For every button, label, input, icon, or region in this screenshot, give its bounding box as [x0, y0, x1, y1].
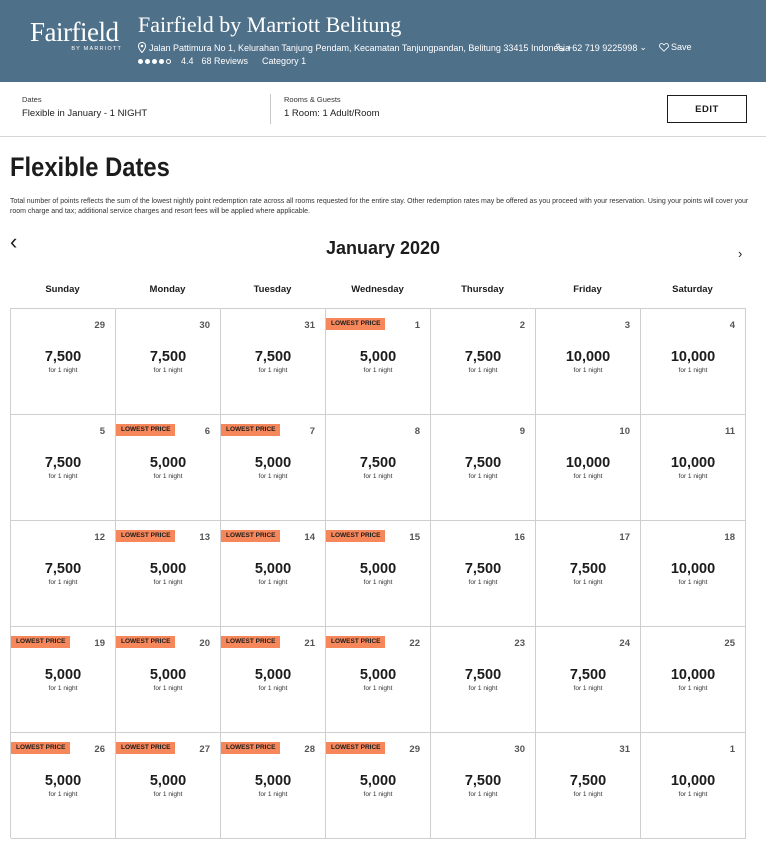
calendar-day-cell[interactable]	[326, 627, 431, 733]
night-label: for 1 night	[468, 685, 498, 692]
points-price: 10,000	[670, 773, 716, 789]
heart-icon	[659, 43, 669, 52]
calendar-day-cell[interactable]	[116, 521, 221, 627]
lowest-price-badge: LOWEST PRICE	[116, 424, 175, 436]
night-label: for 1 night	[363, 579, 393, 586]
points-price: 7,500	[464, 455, 502, 471]
prev-month-chevron-left-icon[interactable]: ‹	[10, 229, 18, 254]
night-label: for 1 night	[363, 685, 393, 692]
night-label: for 1 night	[363, 367, 393, 374]
day-number: 3	[624, 320, 630, 331]
day-number: 24	[619, 638, 630, 649]
points-price: 5,000	[149, 561, 187, 577]
night-label: for 1 night	[468, 579, 498, 586]
day-number: 1	[729, 744, 735, 755]
booking-summary-bar	[0, 82, 766, 137]
day-number: 31	[304, 320, 315, 331]
hotel-address	[138, 42, 570, 53]
points-price: 7,500	[464, 349, 502, 365]
day-number: 23	[514, 638, 525, 649]
logo-wordmark: Fairfield	[30, 17, 119, 47]
day-number: 27	[199, 744, 210, 755]
day-number: 15	[409, 532, 420, 543]
night-label: for 1 night	[48, 579, 78, 586]
night-label: for 1 night	[573, 367, 603, 374]
night-label: for 1 night	[678, 367, 708, 374]
lowest-price-badge: LOWEST PRICE	[326, 530, 385, 542]
calendar-day-cell[interactable]	[641, 627, 746, 733]
night-label: for 1 night	[468, 791, 498, 798]
edit-button[interactable]: EDIT	[667, 95, 747, 123]
dates-value: Flexible in January - 1 NIGHT	[22, 108, 148, 119]
rooms-guests-value: 1 Room: 1 Adult/Room	[284, 108, 380, 119]
location-pin-icon	[138, 42, 146, 53]
night-label: for 1 night	[48, 367, 78, 374]
night-label: for 1 night	[258, 367, 288, 374]
hotel-name[interactable]: Fairfield by Marriott Belitung	[138, 12, 402, 37]
calendar-day-cell[interactable]	[326, 733, 431, 839]
calendar-day-cell[interactable]	[641, 733, 746, 839]
day-number: 28	[304, 744, 315, 755]
phone-number: +62 719 9225998	[567, 42, 638, 53]
phone-dropdown[interactable]	[556, 42, 647, 53]
lowest-price-badge: LOWEST PRICE	[11, 636, 70, 648]
calendar-day-cell[interactable]	[641, 309, 746, 415]
save-button[interactable]	[659, 42, 692, 52]
day-number: 30	[199, 320, 210, 331]
day-number: 21	[304, 638, 315, 649]
night-label: for 1 night	[678, 579, 708, 586]
calendar-day-cell[interactable]	[221, 627, 326, 733]
weekday-label: Thursday	[461, 284, 504, 295]
points-price: 7,500	[149, 349, 187, 365]
night-label: for 1 night	[153, 791, 183, 798]
night-label: for 1 night	[678, 685, 708, 692]
day-number: 9	[519, 426, 525, 437]
night-label: for 1 night	[258, 791, 288, 798]
night-label: for 1 night	[48, 473, 78, 480]
day-number: 20	[199, 638, 210, 649]
points-price: 10,000	[565, 349, 611, 365]
day-number: 10	[619, 426, 630, 437]
day-number: 1	[414, 320, 420, 331]
day-number: 6	[204, 426, 210, 437]
points-price: 5,000	[359, 561, 397, 577]
day-number: 12	[94, 532, 105, 543]
calendar-day-cell[interactable]	[326, 309, 431, 415]
fairfield-logo[interactable]	[30, 19, 122, 55]
weekday-label: Friday	[573, 284, 602, 295]
points-price: 7,500	[464, 773, 502, 789]
day-number: 25	[724, 638, 735, 649]
calendar-day-cell[interactable]	[641, 415, 746, 521]
points-price: 5,000	[254, 667, 292, 683]
save-label: Save	[671, 42, 692, 52]
points-price: 10,000	[670, 349, 716, 365]
chevron-down-icon: ⌄	[639, 42, 647, 52]
points-price: 7,500	[44, 561, 82, 577]
day-number: 29	[94, 320, 105, 331]
day-number: 4	[729, 320, 735, 331]
night-label: for 1 night	[573, 685, 603, 692]
night-label: for 1 night	[153, 367, 183, 374]
calendar-day-cell[interactable]	[431, 309, 536, 415]
dates-label: Dates	[22, 95, 42, 104]
calendar-day-cell[interactable]	[326, 521, 431, 627]
day-number: 13	[199, 532, 210, 543]
day-number: 14	[304, 532, 315, 543]
address-text: Jalan Pattimura No 1, Kelurahan Tanjung Pendam, Kecamatan Tanjungpandan, Belitung 33415 Indonesia	[149, 42, 570, 53]
points-price: 5,000	[44, 773, 82, 789]
calendar-day-cell[interactable]	[431, 415, 536, 521]
points-price: 7,500	[254, 349, 292, 365]
day-number: 22	[409, 638, 420, 649]
points-price: 7,500	[569, 561, 607, 577]
calendar-day-cell[interactable]	[11, 627, 116, 733]
calendar-day-cell[interactable]	[221, 521, 326, 627]
calendar-day-cell[interactable]	[221, 733, 326, 839]
points-price: 7,500	[464, 667, 502, 683]
night-label: for 1 night	[258, 579, 288, 586]
weekday-label: Monday	[149, 284, 186, 295]
points-price: 7,500	[569, 773, 607, 789]
calendar-day-cell[interactable]	[641, 521, 746, 627]
points-price: 5,000	[149, 667, 187, 683]
night-label: for 1 night	[153, 473, 183, 480]
day-number: 29	[409, 744, 420, 755]
hotel-header	[0, 0, 766, 82]
phone-icon	[556, 43, 564, 52]
calendar-day-cell[interactable]	[11, 733, 116, 839]
day-number: 30	[514, 744, 525, 755]
points-price: 7,500	[569, 667, 607, 683]
night-label: for 1 night	[258, 473, 288, 480]
lowest-price-badge: LOWEST PRICE	[116, 742, 175, 754]
points-price: 5,000	[149, 773, 187, 789]
night-label: for 1 night	[468, 473, 498, 480]
lowest-price-badge: LOWEST PRICE	[221, 636, 280, 648]
lowest-price-badge: LOWEST PRICE	[221, 742, 280, 754]
weekday-label: Saturday	[672, 284, 713, 295]
night-label: for 1 night	[153, 685, 183, 692]
calendar-day-cell[interactable]	[116, 415, 221, 521]
lowest-price-badge: LOWEST PRICE	[11, 742, 70, 754]
points-price: 7,500	[359, 455, 397, 471]
calendar-day-cell[interactable]	[536, 309, 641, 415]
points-price: 10,000	[670, 455, 716, 471]
points-price: 7,500	[44, 349, 82, 365]
day-number: 7	[309, 426, 315, 437]
lowest-price-badge: LOWEST PRICE	[326, 636, 385, 648]
night-label: for 1 night	[258, 685, 288, 692]
rating-row	[138, 56, 306, 66]
points-price: 5,000	[254, 455, 292, 471]
night-label: for 1 night	[363, 791, 393, 798]
points-price: 10,000	[565, 455, 611, 471]
calendar-day-cell[interactable]	[11, 521, 116, 627]
night-label: for 1 night	[468, 367, 498, 374]
lowest-price-badge: LOWEST PRICE	[326, 742, 385, 754]
night-label: for 1 night	[573, 473, 603, 480]
day-number: 26	[94, 744, 105, 755]
day-number: 31	[619, 744, 630, 755]
calendar-day-cell[interactable]	[536, 627, 641, 733]
weekday-label: Tuesday	[253, 284, 292, 295]
calendar-day-cell[interactable]	[536, 415, 641, 521]
points-price: 10,000	[670, 561, 716, 577]
calendar-day-cell[interactable]	[326, 415, 431, 521]
page-title: Flexible Dates	[10, 152, 170, 182]
points-price: 5,000	[149, 455, 187, 471]
points-price: 5,000	[359, 773, 397, 789]
points-price: 7,500	[464, 561, 502, 577]
day-number: 8	[414, 426, 420, 437]
night-label: for 1 night	[48, 791, 78, 798]
calendar-day-cell[interactable]	[116, 309, 221, 415]
logo-subtitle: BY MARRIOTT	[71, 46, 122, 52]
calendar-day-cell[interactable]	[116, 733, 221, 839]
lowest-price-badge: LOWEST PRICE	[221, 424, 280, 436]
night-label: for 1 night	[573, 579, 603, 586]
points-price: 10,000	[670, 667, 716, 683]
calendar-day-cell[interactable]	[536, 521, 641, 627]
points-price: 5,000	[254, 561, 292, 577]
calendar-day-cell[interactable]	[221, 309, 326, 415]
weekday-label: Sunday	[45, 284, 80, 295]
rating-dots-icon	[138, 59, 173, 64]
day-number: 17	[619, 532, 630, 543]
reviews-link[interactable]: 68 Reviews	[201, 56, 249, 66]
calendar-day-cell[interactable]	[221, 415, 326, 521]
lowest-price-badge: LOWEST PRICE	[116, 530, 175, 542]
points-price: 5,000	[44, 667, 82, 683]
points-price: 5,000	[254, 773, 292, 789]
night-label: for 1 night	[48, 685, 78, 692]
calendar-day-cell[interactable]	[431, 521, 536, 627]
lowest-price-badge: LOWEST PRICE	[116, 636, 175, 648]
points-disclaimer: Total number of points reflects the sum of the lowest nightly point redemption rate across all rooms requested for the entire stay. Other redemption rates may be offered as you proceed with your reservation. Using your points will cover your room charge and tax; additional service charges and resort fees will be applied where applicable.	[10, 198, 749, 215]
divider	[270, 94, 271, 124]
lowest-price-badge: LOWEST PRICE	[326, 318, 385, 330]
lowest-price-badge: LOWEST PRICE	[221, 530, 280, 542]
calendar-day-cell[interactable]	[431, 733, 536, 839]
rooms-guests-label: Rooms & Guests	[284, 95, 341, 104]
night-label: for 1 night	[363, 473, 393, 480]
calendar-day-cell[interactable]	[11, 309, 116, 415]
calendar-day-cell[interactable]	[431, 627, 536, 733]
day-number: 2	[519, 320, 525, 331]
day-number: 16	[514, 532, 525, 543]
night-label: for 1 night	[153, 579, 183, 586]
weekday-label: Wednesday	[351, 284, 404, 295]
rating-value: 4.4	[181, 56, 194, 66]
points-price: 5,000	[359, 667, 397, 683]
night-label: for 1 night	[573, 791, 603, 798]
day-number: 19	[94, 638, 105, 649]
night-label: for 1 night	[678, 791, 708, 798]
next-month-chevron-right-icon[interactable]: ›	[738, 246, 743, 261]
day-number: 18	[724, 532, 735, 543]
night-label: for 1 night	[678, 473, 708, 480]
points-price: 5,000	[359, 349, 397, 365]
calendar-day-cell[interactable]	[536, 733, 641, 839]
calendar-grid	[10, 308, 746, 838]
hotel-category: Category 1	[262, 56, 307, 66]
calendar-day-cell[interactable]	[116, 627, 221, 733]
month-title: January 2020	[325, 238, 441, 258]
points-price: 7,500	[44, 455, 82, 471]
day-number: 5	[99, 426, 105, 437]
calendar-day-cell[interactable]	[11, 415, 116, 521]
day-number: 11	[724, 426, 735, 437]
